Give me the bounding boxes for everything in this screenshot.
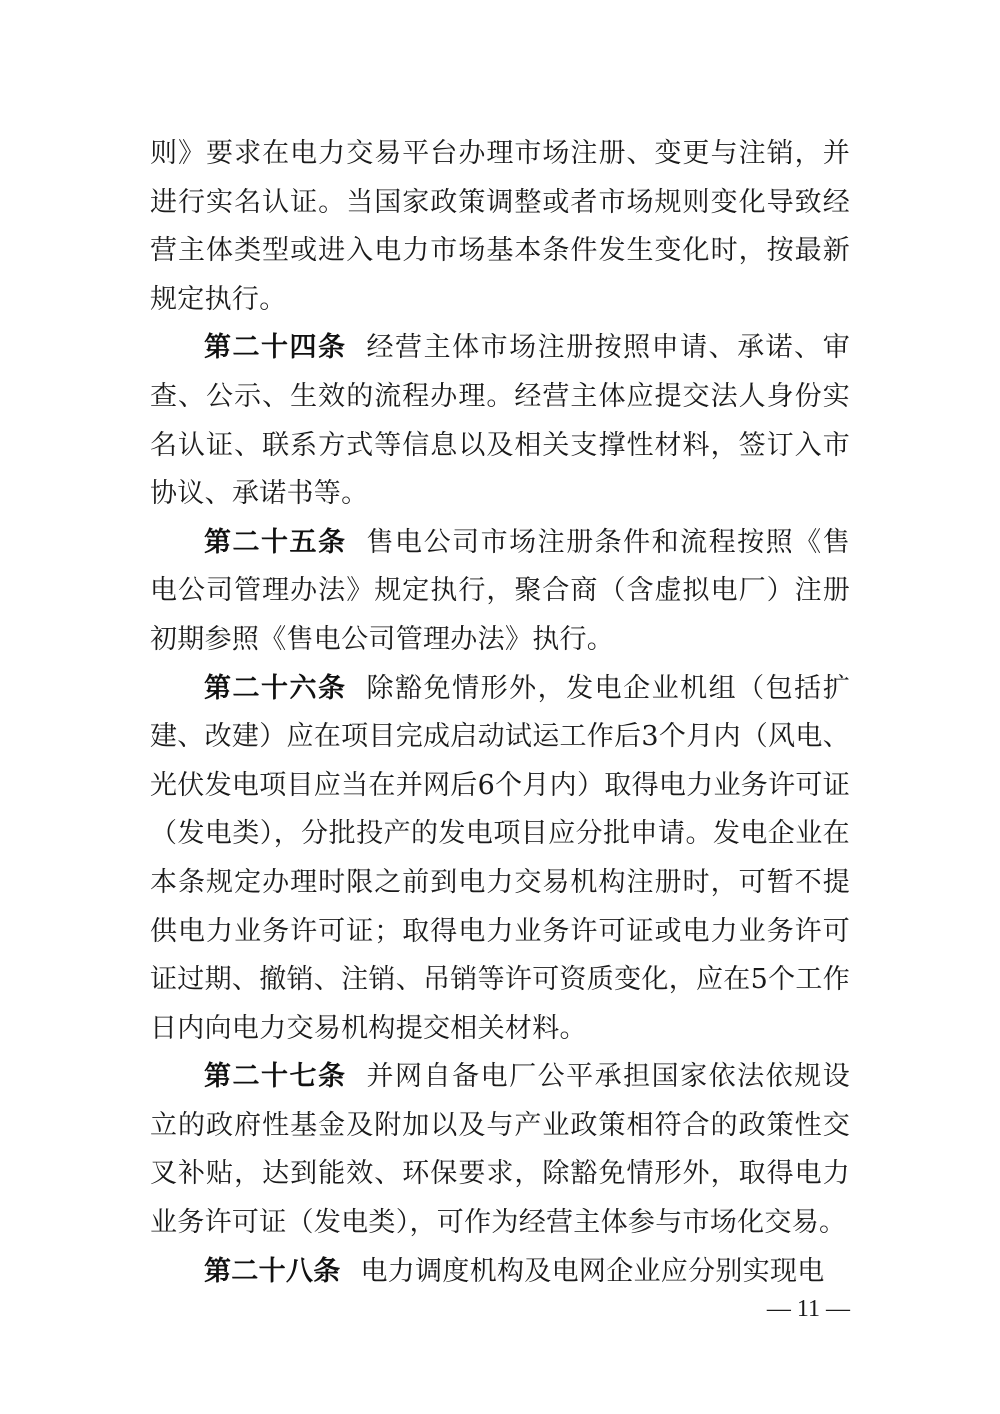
article-heading: 第二十七条: [204, 1061, 347, 1093]
page-number: — 11 —: [766, 1296, 850, 1322]
article-26: [150, 665, 850, 1054]
article-24: [150, 324, 850, 518]
document-body: [150, 130, 850, 1296]
article-heading: 第二十八条: [204, 1255, 341, 1287]
article-28: [150, 1248, 850, 1297]
article-text: 除豁免情形外，发电企业机组（包括扩建、改建）应在项目完成启动试运工作后3个月内（风电、光伏发电项目应当在并网后6个月内）取得电力业务许可证（发电类），分批投产的发电项目应分批申请。发电企业在本条规定办理时限之前到电力交易机构注册时，可暂不提供电力业务许可证；取得电力业务许可证或电力业务许可证过期、撤销、注销、吊销等许可资质变化，应在5个工作日内向电力交易机构提交相关材料。: [150, 672, 850, 1044]
article-text: 售电公司市场注册条件和流程按照《售电公司管理办法》规定执行，聚合商（含虚拟电厂）注册初期参照《售电公司管理办法》执行。: [150, 526, 850, 655]
article-text: 电力调度机构及电网企业应分别实现电: [360, 1255, 825, 1287]
article-25: [150, 519, 850, 665]
article-heading: 第二十五条: [204, 526, 347, 558]
article-text: 经营主体市场注册按照申请、承诺、审查、公示、生效的流程办理。经营主体应提交法人身份实名认证、联系方式等信息以及相关支撑性材料，签订入市协议、承诺书等。: [150, 332, 850, 510]
article-text: 并网自备电厂公平承担国家依法依规设立的政府性基金及附加以及与产业政策相符合的政策性交叉补贴，达到能效、环保要求，除豁免情形外，取得电力业务许可证（发电类），可作为经营主体参与市场化交易。: [150, 1061, 850, 1239]
paragraph-continuation: [150, 130, 850, 324]
article-27: [150, 1053, 850, 1247]
paragraph-text: 则》要求在电力交易平台办理市场注册、变更与注销，并进行实名认证。当国家政策调整或者市场规则变化导致经营主体类型或进入电力市场基本条件发生变化时，按最新规定执行。: [150, 138, 850, 315]
article-heading: 第二十六条: [204, 672, 347, 704]
article-heading: 第二十四条: [204, 332, 347, 364]
